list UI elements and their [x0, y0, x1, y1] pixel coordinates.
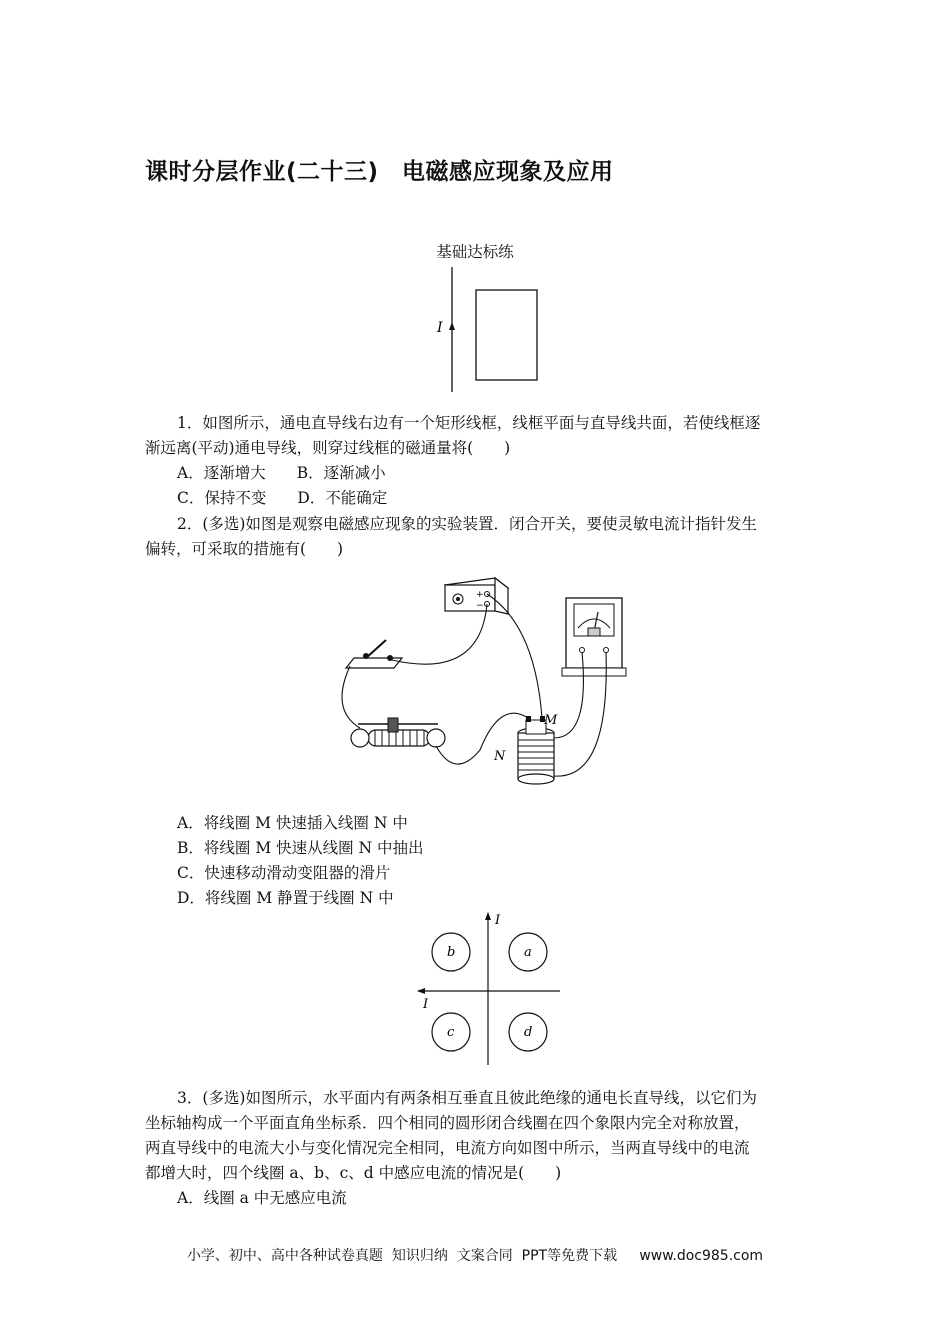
- plus-sign: +: [476, 590, 484, 600]
- q1-line1: 1．如图所示，通电直导线右边有一个矩形线框，线框平面与直导线共面，若使线框逐: [177, 414, 761, 432]
- q1-options-cd: C．保持不变 D．不能确定: [177, 489, 388, 507]
- q3-line4: 都增大时，四个线圈 a、b、c、d 中感应电流的情况是( ): [145, 1164, 562, 1182]
- q1-line2: 渐远离(平动)通电导线，则穿过线框的磁通量将( ): [145, 439, 511, 457]
- q2-option-c: C．快速移动滑动变阻器的滑片: [177, 864, 391, 882]
- section-heading: 基础达标练: [436, 243, 514, 261]
- coil-c-label: c: [447, 1025, 455, 1040]
- switch: [346, 640, 402, 668]
- footer-text: 小学、初中、高中各种试卷真题 知识归纳 文案合同 PPT等免费下载 www.doc985.com: [186, 1248, 764, 1264]
- q3-line1: 3．(多选)如图所示，水平面内有两条相互垂直且彼此绝缘的通电长直导线，以它们为: [177, 1089, 757, 1107]
- q1-options-ab: A．逐渐增大 B．逐渐减小: [177, 464, 386, 482]
- current-label: I: [437, 320, 443, 336]
- coil-a-label: a: [524, 945, 532, 960]
- q2-option-b: B．将线圈 M 快速从线圈 N 中抽出: [177, 839, 424, 857]
- q2-line2: 偏转，可采取的措施有( ): [145, 540, 344, 558]
- q3-line3: 两直导线中的电流大小与变化情况完全相同，电流方向如图中所示，当两直导线中的电流: [145, 1139, 750, 1157]
- q3-option-a: A．线圈 a 中无感应电流: [177, 1189, 347, 1207]
- minus-sign: −: [476, 601, 484, 611]
- page-title: 课时分层作业(二十三) 电磁感应现象及应用: [145, 159, 614, 185]
- coil-m: [526, 716, 546, 734]
- figure-induction-apparatus: [330, 570, 650, 795]
- coil-b-label: b: [447, 945, 456, 960]
- label-n: N: [494, 749, 506, 764]
- label-i-horizontal: I: [423, 997, 429, 1012]
- coil-d-label: d: [524, 1025, 533, 1040]
- figure-wire-frame: [430, 262, 550, 397]
- coil-n: [518, 728, 554, 784]
- q2-line1: 2．(多选)如图是观察电磁感应现象的实验装置．闭合开关，要使灵敏电流计指针发生: [177, 515, 757, 533]
- figure-perpendicular-wires: [415, 908, 565, 1068]
- power-supply: [445, 578, 508, 614]
- rheostat: [351, 718, 445, 747]
- q3-line2: 坐标轴构成一个平面直角坐标系．四个相同的圆形闭合线圈在四个象限内完全对称放置，: [145, 1114, 750, 1132]
- galvanometer: [562, 598, 626, 676]
- q2-option-a: A．将线圈 M 快速插入线圈 N 中: [177, 814, 408, 832]
- label-i-vertical: I: [495, 913, 501, 928]
- q2-option-d: D．将线圈 M 静置于线圈 N 中: [177, 889, 394, 907]
- label-m: M: [544, 713, 558, 728]
